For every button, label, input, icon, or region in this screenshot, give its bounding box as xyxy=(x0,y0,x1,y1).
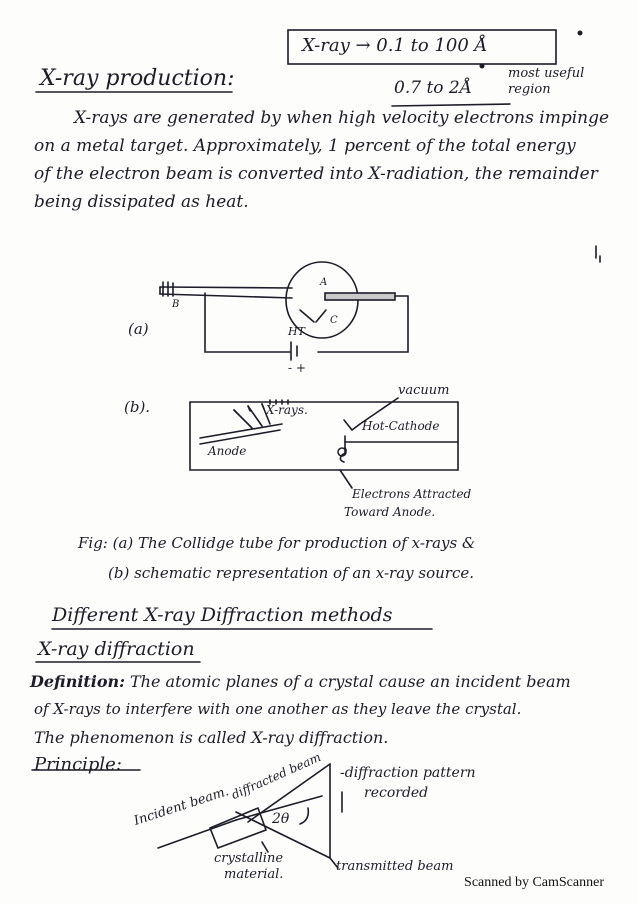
crystalline-label-1: crystalline xyxy=(214,851,284,866)
range-underline xyxy=(392,104,510,106)
definition-line-2: of X-rays to interfere with one another as they leave the crystal. xyxy=(34,700,522,718)
pattern-label-1: -diffraction pattern xyxy=(340,765,476,781)
anode-label: Anode xyxy=(208,444,247,458)
definition-label: Definition: xyxy=(30,672,126,691)
angle-label: 2θ xyxy=(272,811,290,827)
section-heading: Different X-ray Diffraction methods xyxy=(52,604,393,626)
vacuum-label: vacuum xyxy=(398,383,450,398)
intro-line-4: being dissipated as heat. xyxy=(34,192,249,212)
definition-line-3: The phenomenon is called X-ray diffraction. xyxy=(34,728,389,747)
hot-cathode-label: Hot-Cathode xyxy=(362,419,440,433)
page-title: X-ray production: xyxy=(40,66,235,91)
xray-source-schematic xyxy=(190,398,458,488)
principle-label: Principle: xyxy=(34,754,122,775)
electrons-label-1: Electrons Attracted xyxy=(352,487,472,501)
range-label: most useful region xyxy=(508,66,585,97)
cathode-c-label: C xyxy=(330,315,338,326)
figure-b-label: (b). xyxy=(124,398,151,416)
definition-line-1: The atomic planes of a crystal cause an incident beam xyxy=(130,672,571,691)
xrays-label: X-rays. xyxy=(266,403,308,417)
diffracted-beam-label: diffracted beam xyxy=(229,750,324,802)
range-note: 0.7 to 2Å xyxy=(394,78,473,98)
coolidge-tube-figure xyxy=(160,262,408,360)
intro-line-3: of the electron beam is converted into X-radiation, the remainder xyxy=(34,164,598,184)
high-tension-label: HT xyxy=(288,325,305,338)
polarity-label: - + xyxy=(288,361,306,375)
incident-beam-label: Incident beam. xyxy=(132,784,231,829)
electrons-label-2: Toward Anode. xyxy=(344,505,436,519)
section-subheading: X-ray diffraction xyxy=(38,638,195,660)
figure-caption-line-2: (b) schematic representation of an x-ray source. xyxy=(108,564,475,582)
wavelength-note: X-ray → 0.1 to 100 Å xyxy=(302,35,488,56)
scanner-watermark: Scanned by CamScanner xyxy=(464,875,604,890)
figure-caption-line-1: Fig: (a) The Collidge tube for production of x-rays & xyxy=(78,534,476,552)
pattern-label-2: recorded xyxy=(364,785,429,801)
terminal-b-label: B xyxy=(172,299,180,310)
intro-line-1: X-rays are generated by when high velocity electrons impinge xyxy=(74,108,610,128)
transmitted-beam-label: transmitted beam xyxy=(336,859,454,874)
crystalline-label-2: material. xyxy=(224,867,284,882)
figure-a-label: (a) xyxy=(128,320,149,338)
intro-line-2: on a metal target. Approximately, 1 percent of the total energy xyxy=(34,136,576,156)
anode-a-label: A xyxy=(320,277,328,288)
